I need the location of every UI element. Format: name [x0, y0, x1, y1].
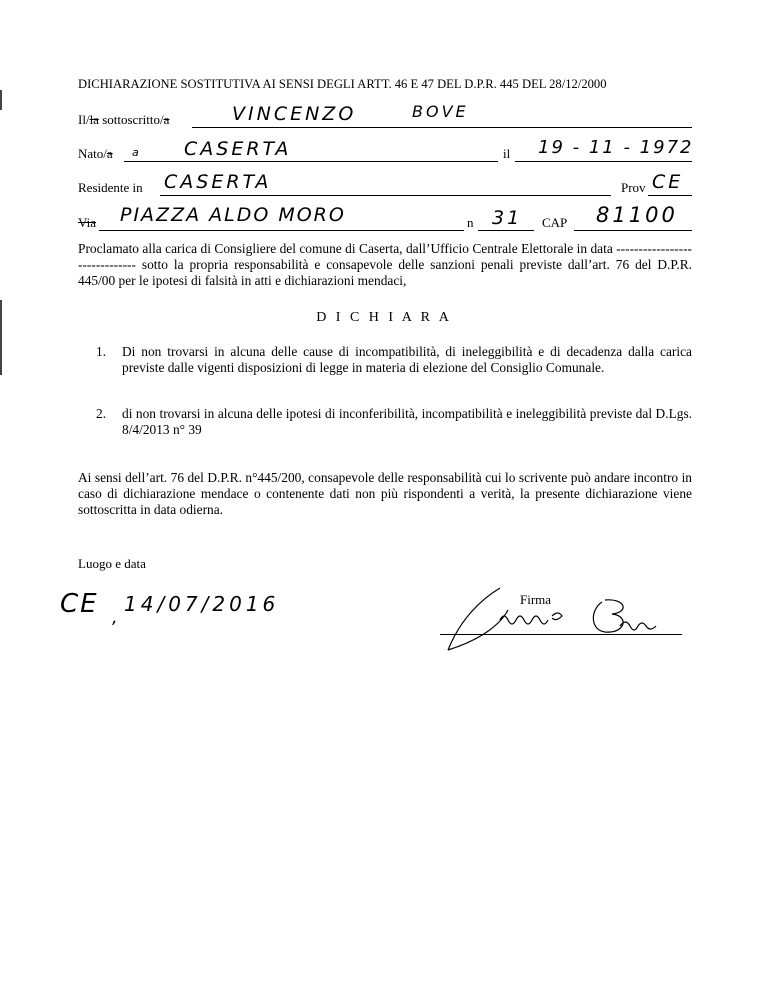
residente-label: Residente in [78, 180, 143, 195]
via-line [99, 230, 464, 231]
luogo-data-label: Luogo e data [78, 556, 146, 571]
numero-line [478, 230, 534, 231]
nato-prefix: a [132, 146, 142, 159]
n-label: n [467, 215, 474, 230]
prov-label: Prov [621, 180, 646, 195]
item-1-number: 1. [96, 344, 107, 359]
provincia-field[interactable]: CE [652, 171, 684, 193]
luogo-handwritten: CE [60, 589, 99, 619]
residenza-line [160, 195, 611, 196]
luogo-nascita-line [124, 161, 498, 162]
data-nascita-field[interactable]: 19 - 11 - 1972 [538, 137, 694, 158]
cognome-field[interactable]: BOVE [412, 102, 469, 121]
cap-line [574, 230, 692, 231]
via-field[interactable]: PIAZZA ALDO MORO [120, 204, 346, 226]
data-nascita-line [515, 161, 692, 162]
signature-drawing [440, 580, 690, 660]
il-label: il [503, 146, 511, 161]
scan-margin-mark [0, 90, 2, 110]
numero-field[interactable]: 31 [492, 207, 523, 229]
item-2-text: di non trovarsi in alcuna delle ipotesi di inconferibilità, incompatibilità e ineleggibilità previste dal D.Lgs. 8/4/2013 n° 39 [122, 406, 692, 437]
luogo-nascita-field[interactable]: CASERTA [184, 138, 292, 160]
document-title: DICHIARAZIONE SOSTITUTIVA AI SENSI DEGLI ARTT. 46 E 47 DEL D.P.R. 445 DEL 28/12/2000 [78, 77, 607, 91]
firma-label: Firma [520, 592, 552, 607]
dichiara-heading: D I C H I A R A [316, 310, 452, 325]
nome-field[interactable]: VINCENZO [232, 103, 357, 125]
item-1-text: Di non trovarsi in alcuna delle cause di incompatibilità, di ineleggibilità e di decadenza dalla carica previste dalle vigenti disposizioni di legge in materia di elezione del Consiglio Comunale. [122, 344, 692, 375]
nato-label: Nato/a [78, 146, 113, 161]
cap-label: CAP [542, 215, 568, 230]
data-handwritten: 14/07/2016 [124, 592, 280, 616]
provincia-line [648, 195, 692, 196]
via-label: Via [78, 215, 96, 230]
comma-mark: , [112, 607, 121, 628]
closing-paragraph: Ai sensi dell’art. 76 del D.P.R. n°445/200, consapevole delle responsabilità cui lo scrivente può andare incontro in caso di dichiarazione mendace o contenente dati non più rispondenti a verità, la presente dichiarazione viene sottoscritta in data odierna. [78, 470, 692, 517]
sottoscritto-label: Il/la sottoscritto/a [78, 112, 170, 127]
sottoscritto-line [192, 127, 692, 128]
item-2-number: 2. [96, 406, 107, 421]
cap-field[interactable]: 81100 [596, 203, 678, 227]
residenza-field[interactable]: CASERTA [164, 171, 272, 193]
intro-paragraph: Proclamato alla carica di Consigliere del comune di Caserta, dall’Ufficio Centrale Elettorale in data ------------------------------ sotto la propria responsabilità e consapevole delle sanzioni penali previste dall’art. 76 del D.P.R. 445/00 per le ipotesi di falsità in atti e dichiarazioni mendaci, [78, 241, 692, 288]
